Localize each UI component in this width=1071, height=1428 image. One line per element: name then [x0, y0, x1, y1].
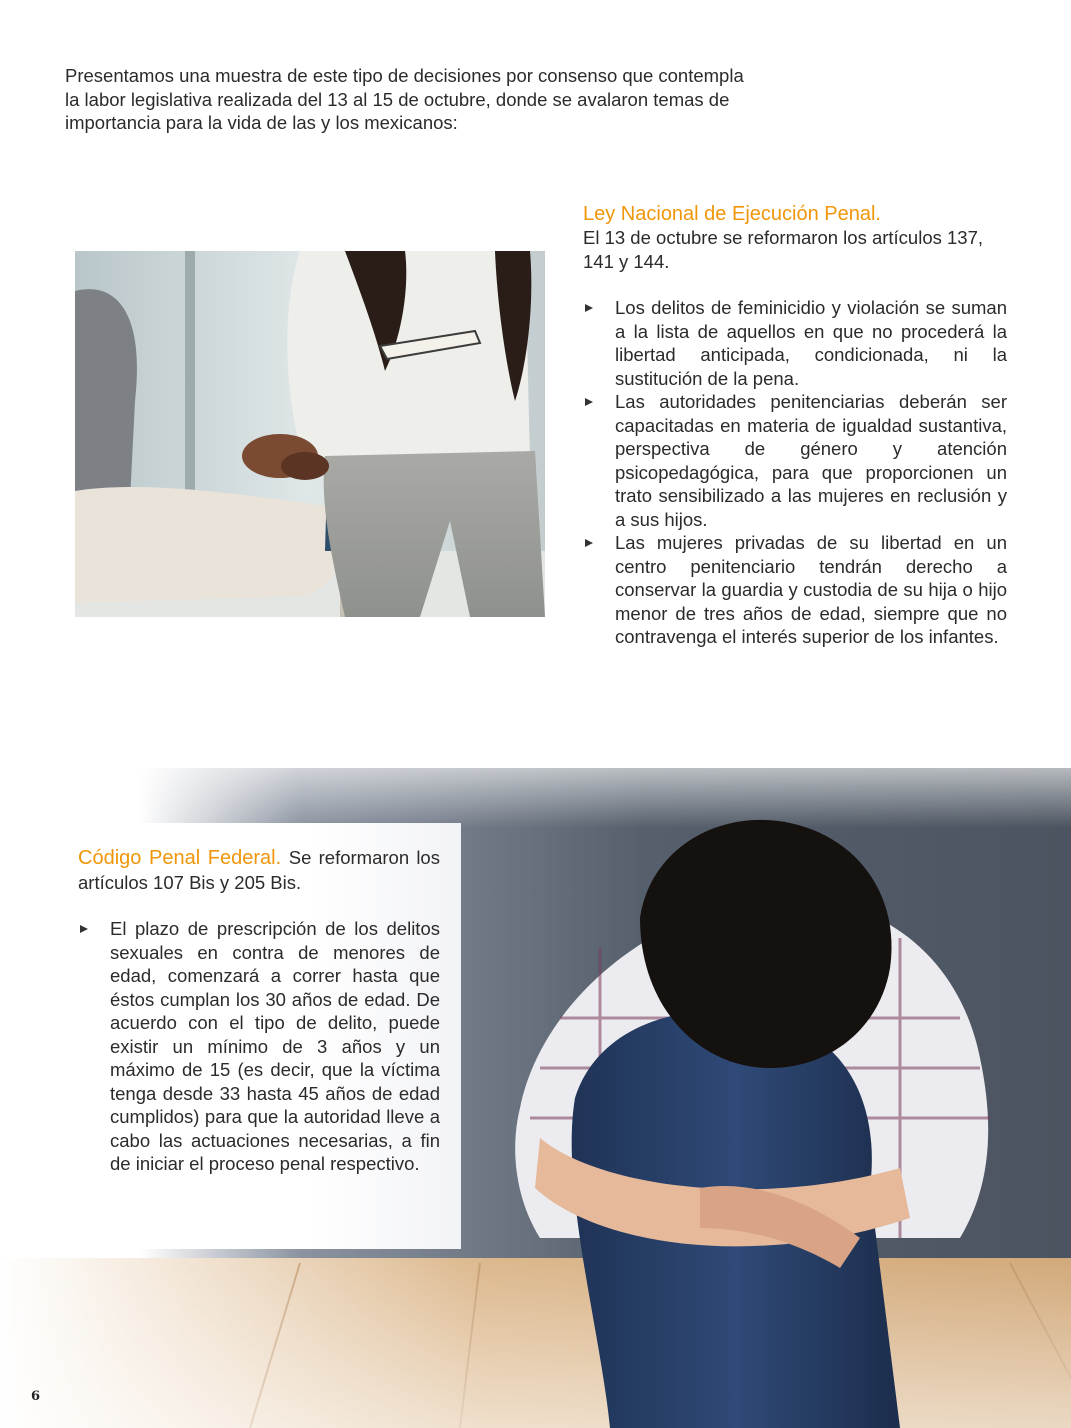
section-title: Ley Nacional de Ejecución Penal.	[583, 203, 881, 225]
title-punctuation: .	[275, 847, 289, 869]
bullet-triangle-icon	[585, 539, 593, 547]
list-item: Las mujeres privadas de su libertad en un centro penitenciario tendrán derecho a conservar la guardia y custodia de su hija o hijo menor de tres años de edad, siempre que no contravenga el interés superior de los infantes.	[583, 531, 1007, 649]
section-codigo-penal	[78, 846, 440, 1176]
bullet-list	[583, 296, 1007, 649]
bullet-triangle-icon	[585, 398, 593, 406]
list-item: Los delitos de feminicidio y violación se suman a la lista de aquellos en que no procederá la libertad anticipada, condicionada, ni la sustitución de la pena.	[583, 296, 1007, 390]
section-title: Código Penal Federal	[78, 847, 276, 869]
bullet-triangle-icon	[585, 304, 593, 312]
bullet-list	[78, 917, 440, 1176]
section-lead	[78, 846, 440, 894]
list-item: Las autoridades penitenciarias deberán ser capacitadas en materia de igualdad sustantiva, perspectiva de género y atención psicopedagógica, para que proporcionen un trato sensibilizado a las mujeres en reclusión y a sus hijos.	[583, 390, 1007, 531]
section-ley-nacional	[583, 202, 1007, 649]
list-item: El plazo de prescripción de los delitos sexuales en contra de menores de edad, comenzará a correr hasta que éstos cumplan los 30 años de edad. De acuerdo con el tipo de delito, puede existir un mínimo de 3 años y un máximo de 15 (es decir, que la víctima tenga desde 33 hasta 45 años de edad cumplidos) para que la autoridad lleve a cabo las actuaciones necesarias, a fin de iniciar el proceso penal respectivo.	[78, 917, 440, 1176]
bullet-triangle-icon	[80, 925, 88, 933]
section-subtitle: El 13 de octubre se reformaron los artículos 137, 141 y 144.	[583, 227, 984, 272]
page-number: 6	[31, 1389, 41, 1404]
intro-paragraph: Presentamos una muestra de este tipo de decisiones por consenso que contempla la labor legislativa realizada del 13 al 15 de octubre, donde se avalaron temas de importancia para la vida de las y los mexicanos:	[65, 65, 744, 133]
section-subtitle: Se reformaron los artículos 107 Bis y 205 Bis.	[78, 847, 440, 893]
counseling-photo	[75, 251, 545, 617]
